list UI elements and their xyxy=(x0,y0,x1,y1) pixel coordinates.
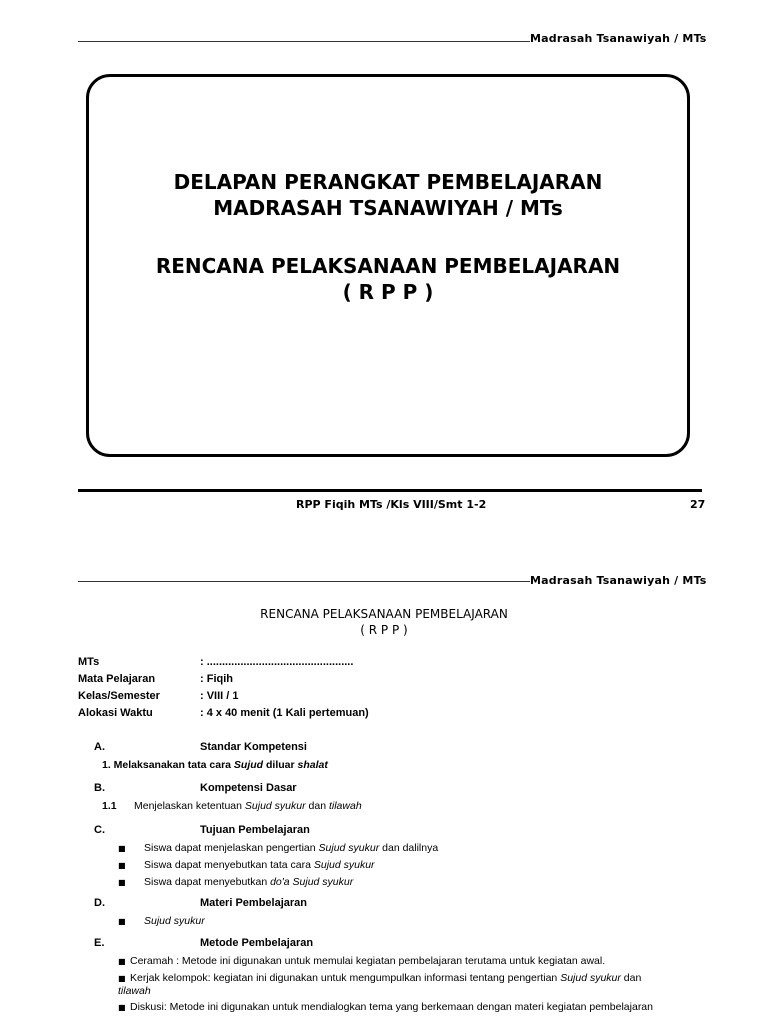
identity-value: : 4 x 40 menit (1 Kali pertemuan) xyxy=(200,707,369,719)
objective-item: Siswa dapat menyebutkan tata cara Sujud syukur xyxy=(144,859,375,871)
section-title: Kompetensi Dasar xyxy=(200,782,297,794)
method-item: Kerjak kelompok: kegiatan ini digunakan untuk mengumpulkan informasi tentang pengertian Sujud syukur dan xyxy=(130,972,642,984)
section-letter: B. xyxy=(94,782,105,794)
section-letter: C. xyxy=(94,824,105,836)
cover-title-line-2: MADRASAH TSANAWIYAH / MTs xyxy=(213,196,563,220)
footer-rule xyxy=(78,489,702,492)
section-letter: D. xyxy=(94,897,105,909)
identity-label: MTs xyxy=(78,656,100,668)
header-rule xyxy=(78,41,530,42)
page-header: Madrasah Tsanawiyah / MTs xyxy=(530,574,707,587)
identity-value: : VIII / 1 xyxy=(200,690,239,702)
page-number: 27 xyxy=(690,498,706,511)
bullet-icon: ■ xyxy=(118,917,126,926)
identity-label: Kelas/Semester xyxy=(78,690,160,702)
method-item-continuation: tilawah xyxy=(118,985,151,997)
section-letter: E. xyxy=(94,937,105,949)
cover-title-line-4: ( R P P ) xyxy=(342,280,434,304)
competency-standard-item: 1. Melaksanakan tata cara Sujud diluar shalat xyxy=(102,759,328,771)
method-item: Ceramah : Metode ini digunakan untuk memulai kegiatan pembelajaran terutama untuk kegiatan awal. xyxy=(130,955,606,967)
bullet-icon: ■ xyxy=(118,861,126,870)
cover-title-line-1: DELAPAN PERANGKAT PEMBELAJARAN xyxy=(173,170,603,194)
section-title: Tujuan Pembelajaran xyxy=(200,824,310,836)
section-title: Materi Pembelajaran xyxy=(200,897,307,909)
cover-title-line-3: RENCANA PELAKSANAAN PEMBELAJARAN xyxy=(155,254,621,278)
identity-value: : Fiqih xyxy=(200,673,233,685)
bullet-icon: ■ xyxy=(118,878,126,887)
identity-value: : ................................................ xyxy=(200,656,354,668)
bullet-icon: ■ xyxy=(118,1003,126,1012)
objective-item: Siswa dapat menyebutkan do'a Sujud syukur xyxy=(144,876,354,888)
bullet-icon: ■ xyxy=(118,844,126,853)
section-letter: A. xyxy=(94,741,105,753)
basic-competency-number: 1.1 xyxy=(102,800,117,812)
section-title: Metode Pembelajaran xyxy=(200,937,314,949)
bullet-icon: ■ xyxy=(118,957,126,966)
basic-competency-text: Menjelaskan ketentuan Sujud syukur dan tilawah xyxy=(134,800,362,812)
bullet-icon: ■ xyxy=(118,974,126,983)
footer-center: RPP Fiqih MTs /Kls VIII/Smt 1-2 xyxy=(296,498,487,511)
page-header: Madrasah Tsanawiyah / MTs xyxy=(530,32,707,45)
identity-label: Mata Pelajaran xyxy=(78,673,156,685)
method-item: Diskusi: Metode ini digunakan untuk mendialogkan tema yang berkemaan dengan materi kegiatan pembelajaran xyxy=(130,1001,653,1013)
identity-label: Alokasi Waktu xyxy=(78,707,153,719)
doc-title-line-2: ( R P P ) xyxy=(360,623,408,637)
material-item: Sujud syukur xyxy=(144,915,205,927)
objective-item: Siswa dapat menjelaskan pengertian Sujud syukur dan dalilnya xyxy=(144,842,439,854)
doc-title-line-1: RENCANA PELAKSANAAN PEMBELAJARAN xyxy=(260,607,508,621)
section-title: Standar Kompetensi xyxy=(200,741,307,753)
header-rule xyxy=(78,581,530,582)
